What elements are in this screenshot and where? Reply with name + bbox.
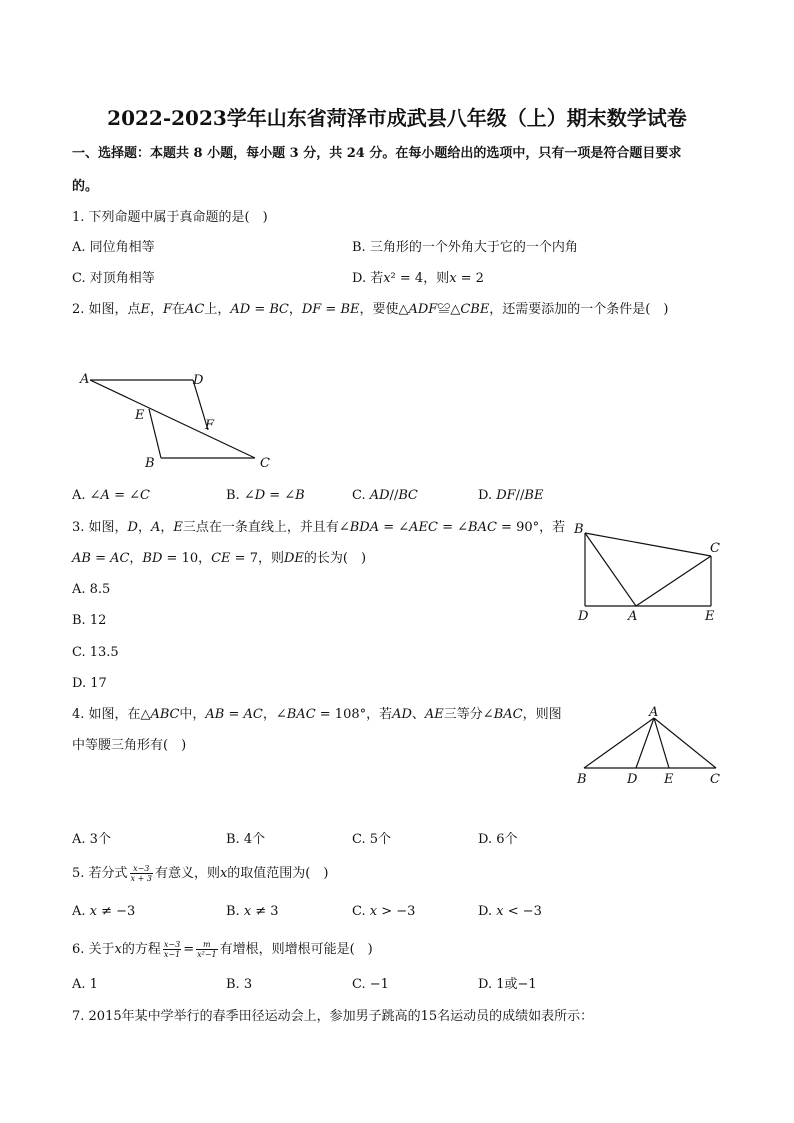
q2-option-d: D. 𝐷𝐹//𝐵𝐸 [478,488,544,503]
q3-segment-bc [585,533,711,556]
q4-segment-ad [636,718,654,768]
q3-option-c: C. 13.5 [72,645,119,660]
q4-option-a: A. 3个 [72,832,111,847]
q1-option-b: B. 三角形的一个外角大于它的一个内角 [352,240,578,255]
q1-option-c: C. 对顶角相等 [72,271,155,286]
q5-fraction-denominator: x + 3 [130,874,152,883]
page-title: 2022-2023学年山东省菏泽市成武县八年级（上）期末数学试卷 [107,106,687,130]
q4-stem-line1: 4. 如图，在△𝐴𝐵𝐶中，𝐴𝐵 = 𝐴𝐶，∠𝐵𝐴𝐶 = 108°，若𝐴𝐷、𝐴𝐸三等分∠𝐵𝐴𝐶，则图 [72,707,562,722]
q2-label-c: C [260,456,270,471]
q3-figure [570,518,730,628]
q3-option-d: D. 17 [72,676,107,691]
q5-option-a: A. 𝑥 ≠ −3 [72,904,136,919]
q6-stem [72,940,373,959]
q1-option-d: D. 若𝑥² = 4，则𝑥 = 2 [352,271,484,286]
q6-fraction-left-numerator: x−3 [163,940,181,949]
q3-label-e: E [705,609,715,624]
q5-fraction [130,864,153,883]
q6-option-c: C. −1 [352,977,389,992]
q3-option-b: B. 12 [72,613,107,628]
q5-option-b: B. 𝑥 ≠ 3 [226,904,279,919]
q3-label-c: C [710,541,720,556]
q5-option-d: D. 𝑥 < −3 [478,904,542,919]
q7-stem: 7. 2015年某中学举行的春季田径运动会上，参加男子跳高的15名运动员的成绩如表所示： [72,1009,594,1024]
q2-label-f: F [205,418,215,433]
q6-equals-sign: = [183,942,195,957]
section-heading-line2: 的。 [72,179,99,194]
q2-label-d: D [193,373,204,388]
q5-stem-suffix: 有意义，则𝑥的取值范围为( ) [154,866,329,881]
q4-option-d: D. 6个 [478,832,518,847]
q6-fraction-right-numerator: m [196,940,218,950]
q4-stem-line2: 中等腰三角形有( ) [72,738,187,753]
q6-option-b: B. 3 [226,977,253,992]
q2-figure [75,368,285,473]
q5-stem [72,864,328,883]
q3-label-a: A [628,609,638,624]
q5-option-c: C. 𝑥 > −3 [352,904,416,919]
q2-option-a: A. ∠𝐴 = ∠𝐶 [72,488,150,503]
q5-fraction-numerator: x−3 [130,864,153,874]
q6-fraction-right [196,940,218,959]
q4-segment-ac [654,718,716,768]
q2-label-b: B [145,456,155,471]
q6-fraction-right-denominator: x²−1 [197,950,217,959]
q3-label-d: D [578,609,589,624]
q4-label-a: A [649,705,659,720]
q3-segment-ba [585,533,636,606]
q4-segment-ab [584,718,654,768]
section-heading-line1: 一、选择题：本题共 8 小题，每小题 3 分，共 24 分。在每小题给出的选项中，只有一项是符合题目要求 [72,146,682,161]
q4-option-b: B. 4个 [226,832,266,847]
q4-segment-ae [654,718,669,768]
q2-option-c: C. 𝐴𝐷//𝐵𝐶 [352,488,418,503]
q4-option-c: C. 5个 [352,832,392,847]
q1-stem: 1. 下列命题中属于真命题的是( ) [72,210,268,225]
q2-segment-eb [149,409,161,458]
q3-segment-ac [636,556,711,606]
q2-segment-ac [90,380,255,458]
q4-label-e: E [664,772,674,787]
q5-stem-prefix: 5. 若分式 [72,866,128,881]
q2-label-a: A [80,372,90,387]
q6-option-d: D. 1或−1 [478,977,537,992]
q3-stem-line2: 𝐴𝐵 = 𝐴𝐶，𝐵𝐷 = 10，𝐶𝐸 = 7，则𝐷𝐸的长为( ) [72,551,367,566]
q1-option-a: A. 同位角相等 [72,240,155,255]
q2-label-e: E [135,408,145,423]
q3-stem-line1: 3. 如图，𝐷，𝐴，𝐸三点在一条直线上，并且有∠𝐵𝐷𝐴 = ∠𝐴𝐸𝐶 = ∠𝐵𝐴𝐶 = 90°，若 [72,520,566,535]
q3-option-a: A. 8.5 [72,582,111,597]
q4-label-d: D [627,772,638,787]
q3-label-b: B [574,522,584,537]
q6-stem-prefix: 6. 关于𝑥的方程 [72,942,161,957]
q2-option-b: B. ∠𝐷 = ∠𝐵 [226,488,305,503]
q6-stem-suffix: 有增根，则增根可能是( ) [219,942,373,957]
q4-label-c: C [710,772,720,787]
q6-option-a: A. 1 [72,977,98,992]
q6-fraction-left [163,940,181,959]
q4-label-b: B [577,772,587,787]
q6-fraction-left-denominator: x−1 [163,950,181,959]
q4-figure [570,700,730,790]
q2-stem: 2. 如图，点𝐸，𝐹在𝐴𝐶上，𝐴𝐷 = 𝐵𝐶，𝐷𝐹 = 𝐵𝐸，要使△𝐴𝐷𝐹≌△𝐶𝐵𝐸，还需要添加的一个条件是( ) [72,302,669,317]
